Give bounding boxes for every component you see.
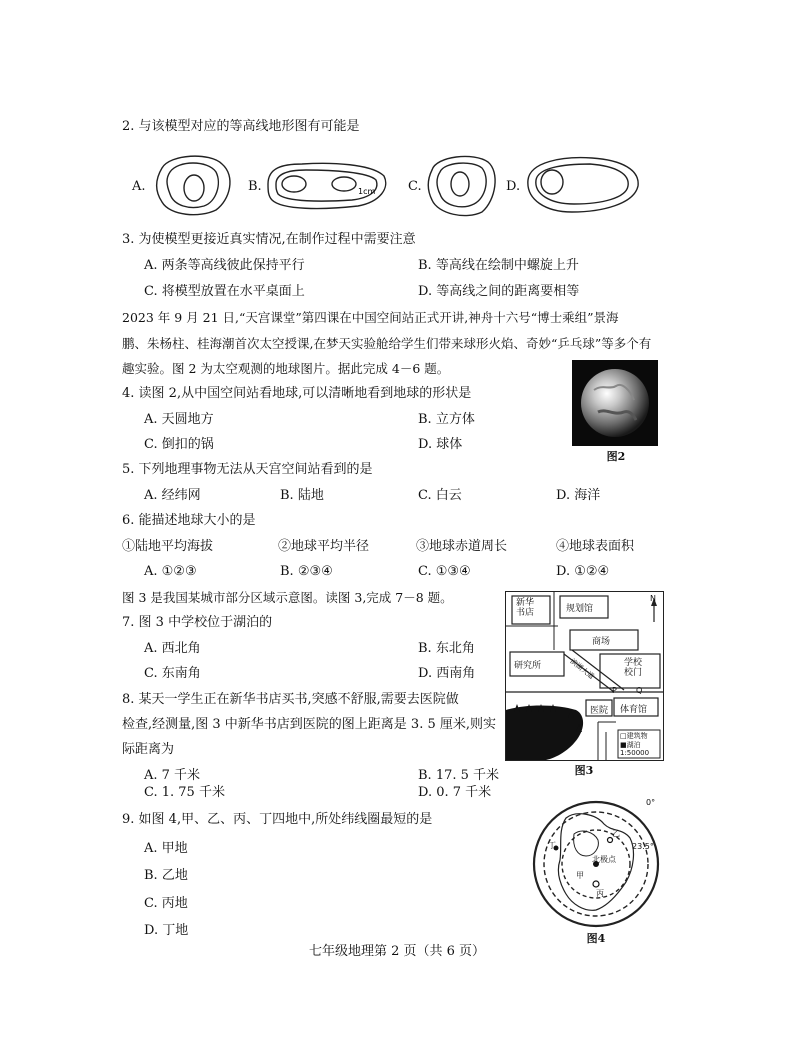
- q6-item-2: ②地球平均半径: [278, 539, 370, 554]
- contour-map-d: [522, 152, 646, 218]
- q7-option-c: C. 东南角: [144, 666, 201, 681]
- point-q-label: Q: [636, 686, 643, 695]
- q5-option-b: B. 陆地: [280, 488, 324, 503]
- bookstore-label: 新华 书店: [516, 598, 535, 618]
- q3-option-b: B. 等高线在绘制中螺旋上升: [418, 258, 579, 273]
- q3-option-a: A. 两条等高线彼此保持平行: [144, 258, 305, 273]
- q8-line-1: 8. 某天一学生正在新华书店买书,突感不舒服,需要去医院做: [122, 692, 459, 707]
- meridian-0-label: 0°: [646, 798, 656, 807]
- point-d-label: 丁: [548, 841, 556, 850]
- q4-option-a: A. 天圆地方: [144, 412, 214, 427]
- q8-option-c: C. 1. 75 千米: [144, 785, 225, 800]
- hospital-label: 医院: [590, 706, 609, 716]
- q7-option-a: A. 西北角: [144, 641, 201, 656]
- road-label: 滨湖大道: [568, 657, 596, 681]
- north-pole-label: 北极点: [592, 855, 616, 864]
- q6-option-a: A. ①②③: [144, 564, 197, 579]
- legend-lake: ■湖泊: [620, 741, 641, 749]
- mall-label: 商场: [592, 637, 611, 647]
- q6-item-1: ①陆地平均海拔: [122, 539, 214, 554]
- fig4-caption: 图4: [586, 932, 606, 945]
- planning-hall-label: 规划馆: [566, 604, 594, 614]
- point-c-label: 丙: [596, 889, 604, 898]
- contour-map-b: [262, 154, 392, 214]
- city-map: [505, 591, 664, 761]
- q6-stem: 6. 能描述地球大小的是: [122, 513, 256, 528]
- q3-stem: 3. 为使模型更接近真实情况,在制作过程中需要注意: [122, 232, 416, 247]
- school-gate-label: 学校 校门: [624, 658, 643, 678]
- earth-photo: [572, 360, 658, 446]
- q8-option-a: A. 7 千米: [144, 768, 201, 783]
- q7-option-d: D. 西南角: [418, 666, 476, 681]
- q5-option-a: A. 经纬网: [144, 488, 201, 503]
- polar-map-drawing: [526, 798, 666, 932]
- q6-option-b: B. ②③④: [280, 564, 333, 579]
- latitude-23-label: 23.5°: [632, 842, 654, 851]
- q4-option-b: B. 立方体: [418, 412, 475, 427]
- legend-building: □建筑物: [620, 732, 648, 740]
- q9-stem: 9. 如图 4,甲、乙、丙、丁四地中,所处纬线圈最短的是: [122, 812, 433, 827]
- q5-option-c: C. 白云: [418, 488, 462, 503]
- q9-option-b: B. 乙地: [144, 868, 188, 883]
- q7-stem: 7. 图 3 中学校位于湖泊的: [122, 615, 273, 630]
- contour-map-a: [150, 150, 240, 220]
- point-p-label: P: [612, 686, 617, 695]
- q8-option-d: D. 0. 7 千米: [418, 785, 492, 800]
- institute-label: 研究所: [514, 661, 542, 671]
- point-a-label: 甲: [576, 871, 584, 880]
- page-footer: 七年级地理第 2 页（共 6 页）: [308, 944, 486, 959]
- passage2-text: 图 3 是我国某城市部分区域示意图。读图 3,完成 7－8 题。: [122, 590, 453, 605]
- q4-option-c: C. 倒扣的锅: [144, 437, 214, 452]
- passage1-line-2: 鹏、朱杨柱、桂海潮首次太空授课,在梦天实验舱给学生们带来球形火焰、奇妙“乒乓球”等多个有: [122, 336, 652, 351]
- fig2-caption: 图2: [606, 450, 626, 463]
- gym-label: 体育馆: [620, 705, 648, 715]
- q5-stem: 5. 下列地理事物无法从天宫空间站看到的是: [122, 462, 373, 477]
- q4-stem: 4. 读图 2,从中国空间站看地球,可以清晰地看到地球的形状是: [122, 386, 472, 401]
- map-scale: 1:50000: [620, 749, 650, 757]
- q2-option-b-label: B.: [248, 179, 262, 194]
- q9-option-c: C. 丙地: [144, 896, 188, 911]
- q8-line-2: 检查,经测量,图 3 中新华书店到医院的图上距离是 3. 5 厘米,则实: [122, 717, 497, 732]
- passage1-line-3: 趣实验。图 2 为太空观测的地球图片。据此完成 4－6 题。: [122, 361, 450, 376]
- polar-map: [526, 798, 666, 932]
- q2-option-c-label: C.: [408, 179, 422, 194]
- q6-option-c: C. ①③④: [418, 564, 471, 579]
- q7-option-b: B. 东北角: [418, 641, 475, 656]
- q2-option-d-label: D.: [506, 179, 521, 194]
- q6-item-4: ④地球表面积: [556, 539, 635, 554]
- q6-item-3: ③地球赤道周长: [416, 539, 508, 554]
- q3-option-d: D. 等高线之间的距离要相等: [418, 284, 580, 299]
- q4-option-d: D. 球体: [418, 437, 463, 452]
- q9-option-d: D. 丁地: [144, 923, 189, 938]
- passage1-line-1: 2023 年 9 月 21 日,“天宫课堂”第四课在中国空间站正式开讲,神舟十六号“博士乘组”景海: [122, 310, 619, 325]
- q3-option-c: C. 将模型放置在水平桌面上: [144, 284, 305, 299]
- contour-map-c: [422, 150, 502, 220]
- q2-option-a-label: A.: [132, 179, 146, 194]
- q5-option-d: D. 海洋: [556, 488, 601, 503]
- q2-stem: 2. 与该模型对应的等高线地形图有可能是: [122, 119, 360, 134]
- point-b-label: 乙: [612, 829, 620, 838]
- earth-globe-image: [572, 360, 658, 446]
- q8-line-3: 际距离为: [122, 742, 175, 757]
- q8-option-b: B. 17. 5 千米: [418, 768, 500, 783]
- fig3-caption: 图3: [574, 764, 594, 777]
- q9-option-a: A. 甲地: [144, 841, 188, 856]
- q6-option-d: D. ①②④: [556, 564, 610, 579]
- contour-label: 1cm: [358, 187, 376, 196]
- q2-contour-options: [126, 150, 646, 220]
- north-arrow-label: N: [650, 594, 656, 603]
